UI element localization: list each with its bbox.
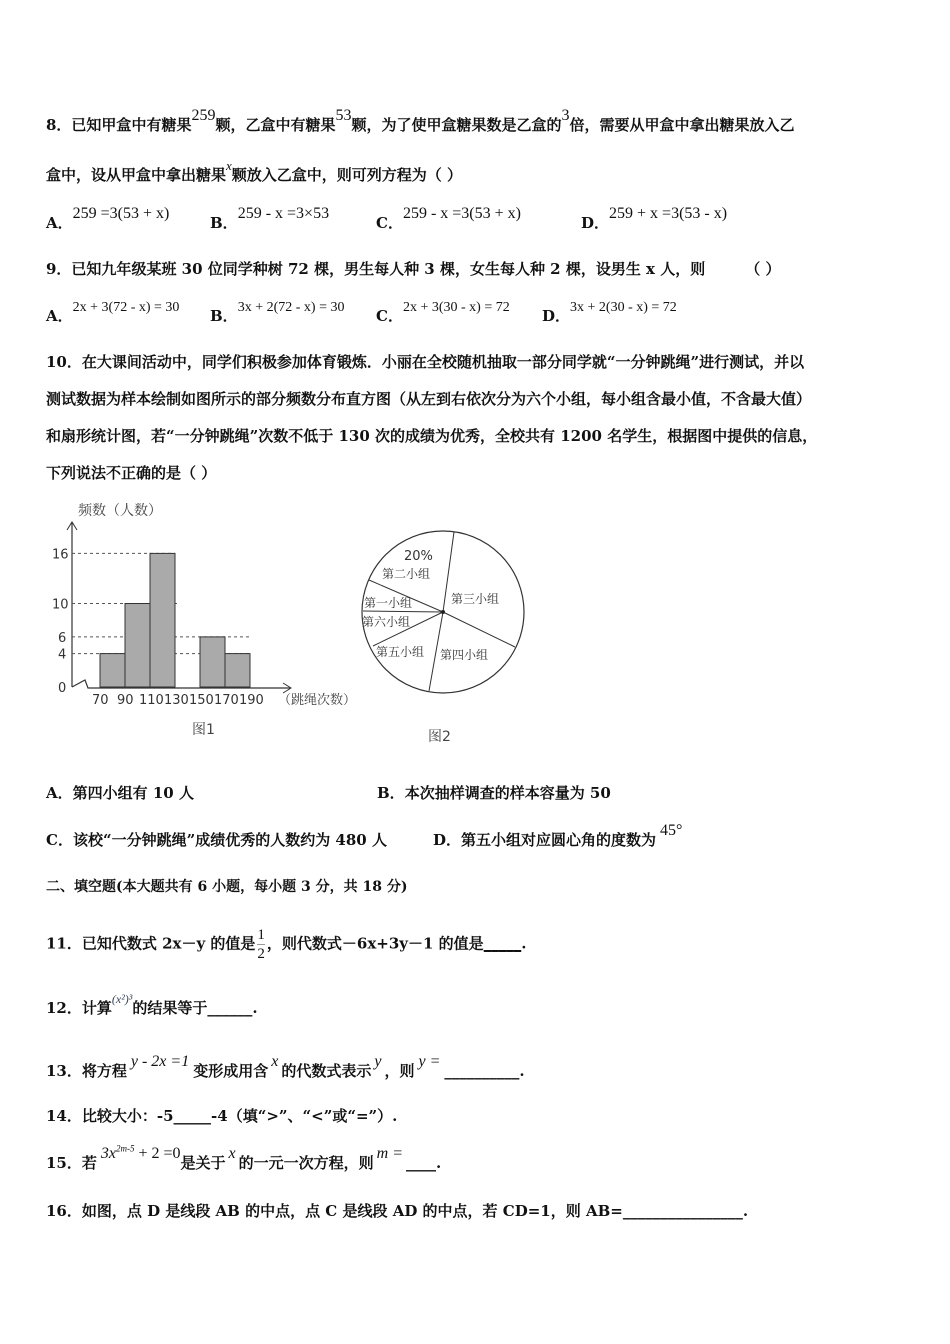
figure-caption: 图2 [428, 729, 451, 745]
q8-text: 盒中，设从甲盒中拿出糖果 [46, 166, 227, 184]
histogram-bar [125, 604, 150, 688]
math-3: 3 [561, 107, 570, 124]
q9-text: 9．已知九年级某班 30 位同学种树 72 棵，男生每人种 3 棵，女生每人种 2 棵，设男生 x 人，则 [46, 260, 706, 278]
math-259: 259 [191, 107, 216, 124]
q14: 14．比较大小：-5_____-4（填“>”、“<”或“=”）. [46, 1107, 398, 1125]
q13-text: ，则 [384, 1062, 415, 1080]
option-expr: 2x + 3(72 - x) = 30 [72, 300, 180, 315]
pie-label: 第六小组 [362, 615, 411, 629]
x-tick-label: 150 [189, 693, 214, 708]
math-expr: x [271, 1053, 279, 1070]
x-tick-label: 190 [239, 693, 264, 708]
x-axis-label: （跳绳次数） [278, 693, 357, 708]
histogram-bar [200, 637, 225, 687]
q10-option-b[interactable] [377, 782, 611, 803]
math-53: 53 [335, 107, 352, 124]
q12-text: 12．计算 [46, 999, 112, 1017]
period: . [436, 1154, 442, 1172]
pie-annotation: 20% [404, 549, 433, 564]
y-tick-label: 0 [58, 681, 67, 696]
y-axis-label: 频数（人数） [78, 503, 162, 519]
option-label: A． [46, 214, 73, 232]
answer-blank[interactable]: ______ [207, 999, 253, 1017]
figure-caption: 图1 [192, 722, 215, 738]
option-label: D． [581, 214, 610, 232]
q10-option-d[interactable] [433, 822, 683, 850]
q8-text: 倍，需要从甲盒中拿出糖果放入乙 [569, 116, 795, 134]
q13 [46, 1053, 525, 1081]
x-tick-label: 70 [92, 693, 109, 708]
q10-line: 10．在大课间活动中，同学们积极参加体育锻炼．小丽在全校随机抽取一部分同学就“一分钟跳绳”进行测试，并以 [46, 353, 805, 371]
option-label: C． [376, 307, 403, 325]
q13-text: 13．将方程 [46, 1062, 127, 1080]
q15-text: 的一元一次方程，则 [238, 1154, 374, 1172]
pie-center [441, 610, 445, 614]
option-expr: 259 - x =3×53 [237, 205, 330, 222]
option-expr: 259 =3(53 + x) [72, 205, 170, 222]
q11-text: ，则代数式－6x+3y－1 的值是 [266, 934, 484, 953]
x-tick-label: 90 [117, 693, 134, 708]
option-label: D． [542, 307, 571, 325]
math-x: x [226, 158, 232, 173]
period: . [521, 934, 527, 953]
y-tick-label: 16 [52, 547, 69, 563]
option-label: D． [433, 831, 462, 849]
q10-option-a[interactable] [46, 782, 194, 803]
answer-blank[interactable]: ____ [406, 1154, 437, 1172]
pie-label: 第五小组 [376, 645, 425, 659]
option-label: A． [46, 307, 73, 325]
math-expr: m = [376, 1145, 404, 1162]
option-label: C． [376, 214, 403, 232]
q10-line: 和扇形统计图，若“一分钟跳绳”次数不低于 130 次的成绩为优秀，全校共有 1200 名学生，根据图中提供的信息， [46, 427, 818, 445]
q10-option-c[interactable] [46, 829, 387, 850]
answer-blank[interactable]: ________________ [622, 1202, 743, 1220]
option-text: 第五小组对应圆心角的度数为 [461, 831, 657, 849]
option-expr: 259 - x =3(53 + x) [402, 205, 521, 222]
pie-label: 第一小组 [364, 596, 413, 610]
math-expr: y - 2x =1 [130, 1053, 190, 1070]
q12-text: 的结果等于 [132, 999, 208, 1017]
histogram-bar [150, 553, 175, 687]
q8-text: 颗，为了使甲盒糖果数是乙盒的 [351, 116, 562, 134]
q8-text: 颗，乙盒中有糖果 [215, 116, 336, 134]
fraction-denominator: 2 [257, 946, 265, 962]
section-heading: 二、填空题(本大题共有 6 小题，每小题 3 分，共 18 分) [46, 879, 408, 895]
option-label: B． [377, 784, 405, 802]
math-expr: (x²)³ [111, 992, 133, 1006]
pie-label: 第四小组 [440, 648, 489, 662]
answer-paren: （ ） [745, 260, 781, 278]
period: . [519, 1062, 525, 1080]
pie-label: 第三小组 [451, 592, 500, 606]
option-expr: 2x + 3(30 - x) = 72 [402, 300, 510, 315]
q16-text: 16．如图，点 D 是线段 AB 的中点，点 C 是线段 AD 的中点，若 CD=1，则 AB= [46, 1202, 623, 1220]
q12 [46, 992, 258, 1018]
option-label: B． [210, 214, 238, 232]
histogram-figure [52, 502, 356, 738]
histogram-bar [225, 654, 250, 687]
option-expr: 259 + x =3(53 - x) [609, 205, 728, 222]
fraction-numerator: 1 [257, 927, 265, 943]
answer-blank[interactable]: _____ [483, 934, 522, 953]
option-expr: 3x + 2(72 - x) = 30 [237, 300, 345, 315]
q15-text: 是关于 [180, 1154, 226, 1172]
q8-text: 8．已知甲盒中有糖果 [46, 116, 192, 134]
x-tick-label: 130 [164, 693, 189, 708]
q15 [46, 1143, 442, 1173]
q11 [46, 926, 526, 963]
math-expr: y [374, 1053, 382, 1070]
math-expr: + 2 =0 [134, 1145, 181, 1162]
q10-line: 下列说法不正确的是（ ） [46, 464, 217, 482]
q8-text: 颗放入乙盒中，则可列方程为（ ） [231, 166, 463, 184]
y-tick-label: 4 [58, 647, 67, 663]
option-label: A． [46, 784, 73, 802]
q13-text: 的代数式表示 [281, 1062, 372, 1080]
option-text: 本次抽样调查的样本容量为 50 [404, 784, 611, 802]
q15-text: 15．若 [46, 1154, 97, 1172]
option-text: 第四小组有 10 人 [72, 784, 194, 802]
q13-text: 变形成用含 [193, 1062, 269, 1080]
q10-line: 测试数据为样本绘制如图所示的部分频数分布直方图（从左到右依次分为六个小组，每小组含最小值，不含最大值） [46, 390, 812, 408]
math-expr: 3x [100, 1145, 116, 1162]
y-tick-label: 10 [52, 597, 69, 613]
x-tick-label: 110 [139, 693, 164, 708]
q11-text: 11．已知代数式 2x－y 的值是 [46, 934, 256, 953]
q16 [46, 1200, 748, 1221]
math-expr: x [228, 1145, 236, 1162]
x-tick-label: 170 [214, 693, 239, 708]
option-text: 该校“一分钟跳绳”成绩优秀的人数约为 480 人 [72, 831, 387, 849]
period: . [252, 999, 258, 1017]
option-label: B． [210, 307, 238, 325]
histogram-bar [100, 654, 125, 687]
answer-blank[interactable]: __________ [444, 1062, 520, 1080]
option-expr: 3x + 2(30 - x) = 72 [570, 300, 677, 315]
option-expr: 45° [660, 822, 683, 839]
pie-label: 第二小组 [382, 567, 431, 581]
pie-figure [362, 531, 524, 745]
math-exponent: 2m-5 [115, 1143, 135, 1154]
period: . [742, 1202, 749, 1220]
option-label: C． [46, 831, 73, 849]
y-tick-label: 6 [58, 630, 67, 646]
math-expr: y = [418, 1053, 441, 1070]
